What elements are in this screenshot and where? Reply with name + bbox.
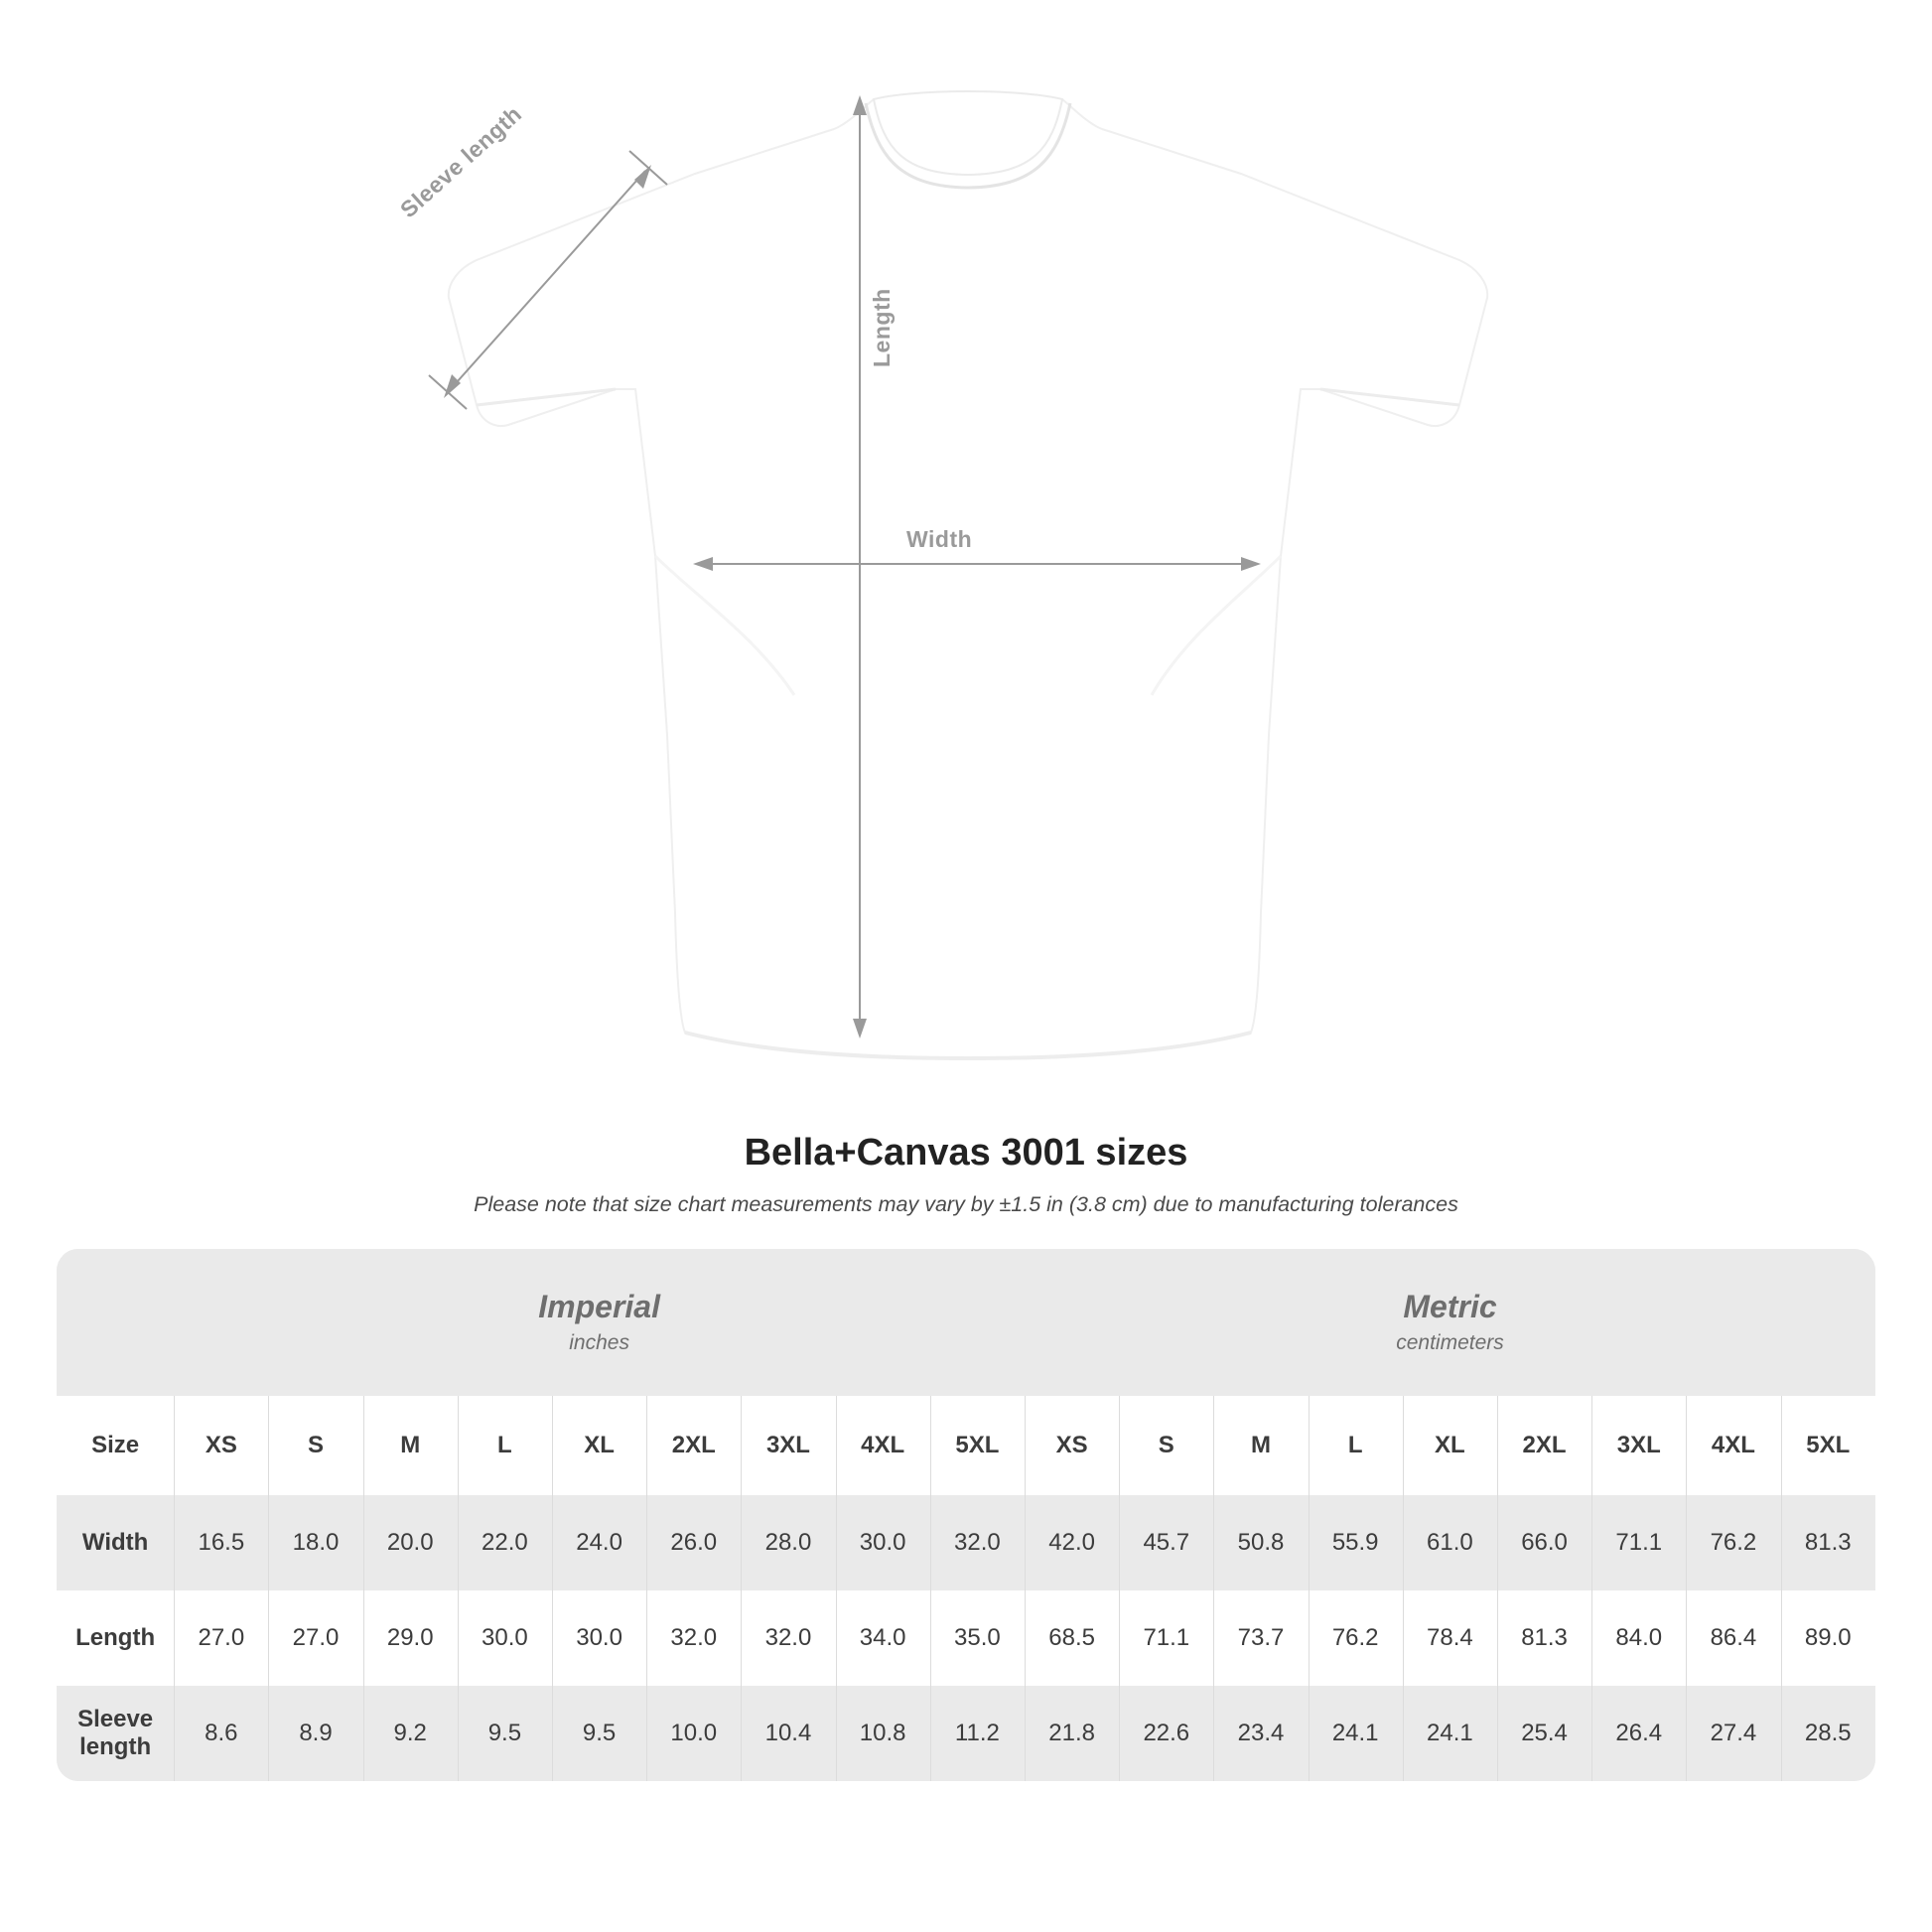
size-col-imperial-m: M xyxy=(363,1396,458,1495)
width-imperial-m: 20.0 xyxy=(363,1495,458,1590)
sleeve-imperial-2xl: 10.0 xyxy=(646,1686,741,1781)
length-metric-3xl: 84.0 xyxy=(1591,1590,1686,1686)
unit-corner-cell xyxy=(57,1249,174,1396)
sleeve-imperial-xs: 8.6 xyxy=(174,1686,268,1781)
width-label: Width xyxy=(906,526,973,552)
size-col-metric-2xl: 2XL xyxy=(1497,1396,1591,1495)
sleeve-metric-3xl: 26.4 xyxy=(1591,1686,1686,1781)
size-col-metric-m: M xyxy=(1213,1396,1308,1495)
size-col-imperial-5xl: 5XL xyxy=(930,1396,1025,1495)
sleeve-metric-l: 24.1 xyxy=(1309,1686,1403,1781)
width-metric-2xl: 66.0 xyxy=(1497,1495,1591,1590)
tolerance-note: Please note that size chart measurements may vary by ±1.5 in (3.8 cm) due to manufacturing tolerances xyxy=(474,1192,1458,1216)
row-label-sleeve-length: Sleeve length xyxy=(57,1686,174,1781)
length-imperial-4xl: 34.0 xyxy=(836,1590,930,1686)
sleeve-imperial-m: 9.2 xyxy=(363,1686,458,1781)
length-metric-l: 76.2 xyxy=(1309,1590,1403,1686)
sleeve-imperial-xl: 9.5 xyxy=(552,1686,646,1781)
length-imperial-5xl: 35.0 xyxy=(930,1590,1025,1686)
length-metric-5xl: 89.0 xyxy=(1781,1590,1875,1686)
sleeve-metric-5xl: 28.5 xyxy=(1781,1686,1875,1781)
page-title: Bella+Canvas 3001 sizes xyxy=(744,1132,1188,1173)
length-metric-m: 73.7 xyxy=(1213,1590,1308,1686)
unit-system-metric-name: Metric xyxy=(1403,1289,1497,1325)
table-row xyxy=(57,1495,1875,1590)
table-row xyxy=(57,1686,1875,1781)
width-imperial-xs: 16.5 xyxy=(174,1495,268,1590)
size-col-metric-3xl: 3XL xyxy=(1591,1396,1686,1495)
length-metric-xs: 68.5 xyxy=(1025,1590,1119,1686)
sleeve-length-label: Sleeve length xyxy=(395,100,527,223)
unit-system-metric xyxy=(1025,1249,1875,1396)
width-metric-s: 45.7 xyxy=(1119,1495,1213,1590)
size-chart-table xyxy=(57,1249,1875,1781)
size-col-metric-xl: XL xyxy=(1403,1396,1497,1495)
sleeve-metric-m: 23.4 xyxy=(1213,1686,1308,1781)
size-col-imperial-xl: XL xyxy=(552,1396,646,1495)
sleeve-metric-xs: 21.8 xyxy=(1025,1686,1119,1781)
width-metric-5xl: 81.3 xyxy=(1781,1495,1875,1590)
unit-system-imperial-unit: inches xyxy=(569,1330,629,1354)
length-metric-xl: 78.4 xyxy=(1403,1590,1497,1686)
unit-system-imperial xyxy=(174,1249,1025,1396)
length-imperial-xl: 30.0 xyxy=(552,1590,646,1686)
row-label-length: Length xyxy=(57,1590,174,1686)
width-metric-xs: 42.0 xyxy=(1025,1495,1119,1590)
width-metric-xl: 61.0 xyxy=(1403,1495,1497,1590)
size-col-metric-xs: XS xyxy=(1025,1396,1119,1495)
size-header-row xyxy=(57,1396,1875,1495)
unit-system-metric-unit: centimeters xyxy=(1396,1330,1504,1354)
length-imperial-2xl: 32.0 xyxy=(646,1590,741,1686)
size-col-metric-5xl: 5XL xyxy=(1781,1396,1875,1495)
length-metric-s: 71.1 xyxy=(1119,1590,1213,1686)
title-block xyxy=(0,1132,1932,1217)
size-col-metric-l: L xyxy=(1309,1396,1403,1495)
row-label-width: Width xyxy=(57,1495,174,1590)
width-imperial-5xl: 32.0 xyxy=(930,1495,1025,1590)
table-row xyxy=(57,1590,1875,1686)
sleeve-imperial-l: 9.5 xyxy=(458,1686,552,1781)
length-imperial-xs: 27.0 xyxy=(174,1590,268,1686)
size-col-imperial-l: L xyxy=(458,1396,552,1495)
size-col-imperial-s: S xyxy=(268,1396,362,1495)
sleeve-metric-4xl: 27.4 xyxy=(1686,1686,1780,1781)
sleeve-imperial-s: 8.9 xyxy=(268,1686,362,1781)
width-imperial-4xl: 30.0 xyxy=(836,1495,930,1590)
sleeve-imperial-3xl: 10.4 xyxy=(741,1686,835,1781)
sleeve-metric-s: 22.6 xyxy=(1119,1686,1213,1781)
sleeve-imperial-4xl: 10.8 xyxy=(836,1686,930,1781)
length-imperial-3xl: 32.0 xyxy=(741,1590,835,1686)
width-metric-l: 55.9 xyxy=(1309,1495,1403,1590)
length-imperial-l: 30.0 xyxy=(458,1590,552,1686)
length-label: Length xyxy=(869,288,895,367)
size-row-label: Size xyxy=(57,1396,174,1495)
sleeve-metric-xl: 24.1 xyxy=(1403,1686,1497,1781)
sleeve-imperial-5xl: 11.2 xyxy=(930,1686,1025,1781)
width-metric-4xl: 76.2 xyxy=(1686,1495,1780,1590)
width-metric-3xl: 71.1 xyxy=(1591,1495,1686,1590)
sleeve-metric-2xl: 25.4 xyxy=(1497,1686,1591,1781)
size-chart-table-container xyxy=(57,1249,1875,1781)
width-imperial-2xl: 26.0 xyxy=(646,1495,741,1590)
length-imperial-s: 27.0 xyxy=(268,1590,362,1686)
width-imperial-l: 22.0 xyxy=(458,1495,552,1590)
size-col-imperial-xs: XS xyxy=(174,1396,268,1495)
length-metric-4xl: 86.4 xyxy=(1686,1590,1780,1686)
width-imperial-3xl: 28.0 xyxy=(741,1495,835,1590)
size-col-metric-4xl: 4XL xyxy=(1686,1396,1780,1495)
size-col-imperial-3xl: 3XL xyxy=(741,1396,835,1495)
size-col-imperial-2xl: 2XL xyxy=(646,1396,741,1495)
length-imperial-m: 29.0 xyxy=(363,1590,458,1686)
size-col-metric-s: S xyxy=(1119,1396,1213,1495)
width-imperial-s: 18.0 xyxy=(268,1495,362,1590)
unit-system-imperial-name: Imperial xyxy=(538,1289,660,1325)
length-metric-2xl: 81.3 xyxy=(1497,1590,1591,1686)
width-metric-m: 50.8 xyxy=(1213,1495,1308,1590)
width-imperial-xl: 24.0 xyxy=(552,1495,646,1590)
unit-system-header-row xyxy=(57,1249,1875,1396)
size-col-imperial-4xl: 4XL xyxy=(836,1396,930,1495)
